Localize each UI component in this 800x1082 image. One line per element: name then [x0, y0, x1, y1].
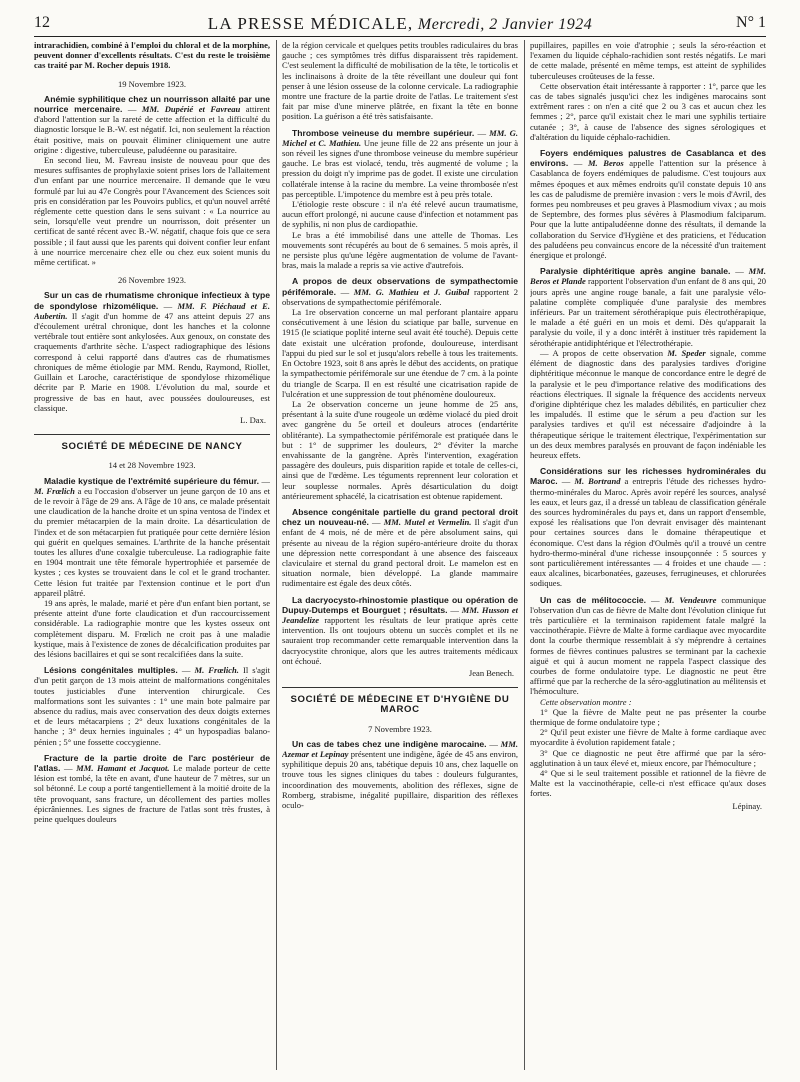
journal-name: LA PRESSE MÉDICALE, — [207, 14, 414, 33]
article-title: Paralysie diphtéritique après angine banale. — [540, 266, 731, 277]
list-item: 3° Que ce diagnostic ne peut être affirmé que par la séro-agglutination à un taux élevé et, mieux encore, par l'hémoculture ; — [530, 747, 766, 768]
list-item: 4° Que si le seul traitement possible et rationnel de la fièvre de Malte est la vaccinothérapie, celle-ci n'est efficace qu'aux doses fortes. — [530, 768, 766, 799]
article-title: Foyers endémiques palustres de Casablanca et des environs. — [530, 148, 766, 169]
paragraph: pupillaires, papilles en voie d'atrophie ; seuls la séro-réaction et l'examen du liquide céphalo-rachidien sont restés négatifs. Le mari de cette malade, présenté en même temps, est atteint de syphilides tuberculeuses croûteuses de la fesse. — [530, 40, 766, 81]
article-atlas: Fracture de la partie droite de l'arc postérieur de l'atlas. — MM. Hamant et Jacquot. Le malade porteur de cette lésion est tombé, la tête en avant, d'une hauteur de 7 mètres, sur un sol bétonné. Le coup a porté tangentiellement à la moitié droite de la tête provoquant, sans fracture, un décollement des parties molles épicrâniennes. Les signes de fracture de l'atlas sont très frustes, à peine quelques douleurs — [34, 752, 270, 825]
article-authors: MM. Beros et Plande — [530, 266, 766, 287]
paragraph: La 2e observation concerne un jeune homme de 25 ans, présentant à la suite d'une rougeole un œdème violacé du pied droit avec gangrène du 5e orteil et douleurs atroces (endartérite oblitérante). La sympathectomie périfémorale est pratiquée dans le but : 1° de supprimer les douleurs, 2° d'éviter la marche envahissante de la gangrène. Après l'intervention, exagération passagère des douleurs, puis disparition rapide et totale de celles-ci, ainsi que de l'œdème. Les téguments reprennent leur coloration et leur souplesse normales. Après désarticulation du doigt antérieurement sphacélé, la cicatrisation est obtenue rapidement. — [282, 398, 518, 501]
society-heading: SOCIÉTÉ DE MÉDECINE ET D'HYGIÈNE DU MAROC — [282, 687, 518, 715]
article-foyers: Foyers endémiques palustres de Casablanca et des environs. — M. Beros appelle l'attention sur la présence à Casablanca de foyers endémiques de paludisme. C'est toujours aux mêmes époques et aux mêmes endroits qu'il constate depuis 10 ans les cas de paludisme de première invasion : vers le mois d'Avril, des formes peu nombreuses et peu graves à Plasmodium vivax ; au mois de Septembre, des formes plus sévères à Plasmodium falciparum. Pour que la lutte antipaludéenne donne des résultats, il demande la collaboration du Service d'Hygiène et des praticiens, et l'éducation des paludéens peu convaincus encore de la nécessité d'un traitement énergique et prolongé. — [530, 148, 766, 261]
paragraph: intrarachidien, combiné à l'emploi du chloral et de la morphine, peuvent donner d'excellents résultats. C'est du reste le troisième cas traité par M. Rocher depuis 1918. — [34, 40, 270, 71]
signature: Jean Benech. — [468, 667, 514, 678]
article-melitococcie: Un cas de mélitococcie. — M. Vendeuvre communique l'observation d'un cas de fièvre de Malte dont l'évolution clinique fut très particulière et la terminaison rapidement fatale malgré la vaccinothérapie. Fièvre de Malte à forme cardiaque avec myocardite dont la courbe thermique ressemblait à s'y méprendre à certaines formes de fièvres continues palustres se terminant par la cachexie aiguë et qui à aucun moment ne rappela l'aspect classique des courbes de forme ondulatoire type. Le diagnostic ne peut être affirmé que par la recherche de la séro-agglutination au mélitensis et l'hémoculture. — [530, 594, 766, 697]
article-authors: M. Frœlich. — [194, 665, 239, 676]
paragraph: de la région cervicale et quelques petits troubles radiculaires du bras gauche ; ces symptômes très diffus disparaissent très rapidement. C'est seulement la difficulté de mobilisation de la tête, le torticolis et les inclinaisons à droite de la tête réveillant une douleur qui font penser à une lésion osseuse de la colonne cervicale. La radiographie montre une fracture de la partie droite de l'atlas. Le traitement s'est fait par mise d'une minerve plâtrée, en fixant la tête en bonne position. La guérison a été très satisfaisante. — [282, 40, 518, 122]
article-authors: MM. F. Piéchaud et E. Aubertin. — [34, 300, 270, 321]
issue-number: N° 1 — [736, 14, 766, 31]
article-title: Considérations sur les richesses hydrominérales du Maroc. — [530, 466, 766, 487]
column-3 — [530, 40, 766, 1070]
article-title: A propos de deux observations de sympathectomie périfémorale. — [282, 276, 518, 297]
column-2 — [282, 40, 518, 1070]
masthead — [34, 14, 766, 34]
article-authors: MM. Husson et Jeandelize — [282, 604, 518, 625]
article-authors: M. Frœlich — [34, 485, 75, 496]
signature: L. Dax. — [240, 414, 266, 425]
article-dacryocysto: La dacryocysto-rhinostomie plastique ou opération de Dupuy-Dutemps et Bourguet ; résultats. — MM. Husson et Jeandelize rapportent les résultats de leur pratique après cette intervention. Ils ont toujours obtenu un succès complet et ils ne sauraient trop recommander cette remarquable intervention dans la dacryocystite chronique, alors que les autres traitements médicaux ont échoué. — [282, 594, 518, 666]
article-lesions: Lésions congénitales multiples. — M. Frœlich. Il s'agit d'un petit garçon de 13 mois atteint de malformations congénitales toutes justiciables d'une intervention chirurgicale. Ces malformations sont les suivantes : 1° une main bote palmaire par absence du radius, mais avec conservation des deux doigts externes et de leurs métacarpiens ; 2° deux luxations congénitales de la hanche ; 3° deux hernies inguinales ; 4° un hypospadias balano-pénien ; 5° une fossette coccygienne. — [34, 665, 270, 747]
article-authors: MM. Azemar et Lepinay — [282, 738, 518, 759]
session-date: 19 Novembre 1923. — [117, 78, 187, 89]
article-thrombose: Thrombose veineuse du membre supérieur. — MM. G. Michel et C. Mathieu. Une jeune fille de 22 ans présente un jour à son réveil les signes d'une thrombose veineuse du membre supérieur gauche. Le bras est violacé, tendu, très augmenté de volume ; la pression du doigt n'y imprime pas de godet. Il existe une circulation collatérale intense à la racine du membre. La veine thrombosée n'est pas perceptible. L'impotence du membre est à peu près totale. — [282, 127, 518, 199]
paragraph: En second lieu, M. Favreau insiste de nouveau pour que des mesures suffisantes de prophylaxie soient prises lors de l'allaitement d'un enfant par une nourrice mercenaire. Il demande que le vœu formulé par lui au 47e Congrès pour l'Avancement des Sciences soit pris en considération par les Pouvoirs publics, et qu'un nouvel arrêté réglemente cette question dans le sens suivant : « La nourrice au sein, lorsqu'elle veut prendre un nourrisson, doit présenter un certificat de santé récent avec B.-W. négatif, chaque fois que ce sera possible ; il faut aussi que les parents qui doivent confier leur enfant à une nourrice mercenaire chez elle ou chez eux soient munis du même certificat. » — [34, 155, 270, 268]
page-number: 12 — [34, 14, 50, 31]
article-title: Un cas de tabes chez une indigène marocaine. — [292, 738, 487, 749]
article-anemie: Anémie syphilitique chez un nourrisson allaité par une nourrice mercenaire. — MM. Dupérié et Favreau attirent d'abord l'attention sur la rareté de cette affection et la difficulté du diagnostic lorsque le B.-W. est négatif. Ici, non seulement la réaction était positive, mais on pouvait éliminer cliniquement une autre origine : digestive, tuberculeuse, paludéenne ou parasitaire. — [34, 93, 270, 155]
session-date: 7 Novembre 1923. — [368, 723, 432, 734]
signature: Lépinay. — [732, 800, 762, 811]
article-rhumatisme: Sur un cas de rhumatisme chronique infectieux à type de spondylose rhizomélique. — MM. F. Piéchaud et E. Aubertin. Il s'agit d'un homme de 47 ans atteint depuis 27 ans d'écoulement urétral chronique, dont les hanches et la colonne vertébrale tout entière sont ankylosées. Aux genoux, on constate des craquements d'arthrite sèche. L'aspect radiographique des lésions correspond à celui rapporté dans d'autres cas de rhumatismes chroniques de même étiologie par MM. Rendu, Raymond, Riollet, Guillain et Laroche, caractéristique de spondylose rhizomélique décrite par P. Marie en 1908. L'évolution du mal, sourde et progressive de bas en haut, avec poussées douloureuses, est classique. — [34, 290, 270, 413]
article-title: Lésions congénitales multiples. — [44, 665, 178, 676]
paragraph: L'étiologie reste obscure : il n'a été relevé aucun traumatisme, aucun effort prolongé, ni aucune cause d'infection et notamment pas de syphilis, ni non plus de cardiopathie. — [282, 199, 518, 230]
article-kystique: Maladie kystique de l'extrémité supérieure du fémur. — M. Frœlich a eu l'occasion d'observer un jeune garçon de 10 ans et de le revoir à l'âge de 29 ans. A l'âge de 10 ans, ce malade présentait une claudication de la hanche droite et un spina ventosa de l'index et du premier métacarpien de la main droite. La désarticulation de l'index et de son métacarpien fut pratiquée pour cette dernière lésion qui guérit en quelques semaines. L'arthrite de la hanche présentait toutes les allures d'une coxalgie tuberculeuse. La radiographie faite en 1904 montrait une tête fémorale hypertrophiée et parsemée de kystes ; ces kystes se trouvaient dans le col et le grand trochanter. Cette lésion fut traitée par l'extension continue et le port d'un appareil plâtré. — [34, 475, 270, 598]
article-title: La dacryocysto-rhinostomie plastique ou opération de Dupuy-Dutemps et Bourguet ; résultats. — [282, 594, 518, 615]
article-title: Fracture de la partie droite de l'arc postérieur de l'atlas. — [34, 752, 270, 773]
list-item: 2° Qu'il peut exister une fièvre de Malte à forme cardiaque avec myocardite à évolution rapidement fatale ; — [530, 727, 766, 748]
article-title: Un cas de mélitococcie. — [540, 594, 647, 605]
article-authors: M. Bortrand — [574, 476, 621, 487]
paragraph: Cette observation était intéressante à rapporter : 1°, parce que les cas de tabes signalés jusqu'ici chez les indigènes marocains sont extrêment rares : on n'en a cité que 2 ou 3 cas et aucun chez les femmes ; 2°, parce qu'il existait chez le mari une syphilis tertiaire cutanée ; 3°, à cause de l'absence des signes sérologiques et d'altération du liquide céphalo-rachidien. — [530, 80, 766, 142]
column-divider — [276, 40, 277, 1070]
article-hydrominerales: Considérations sur les richesses hydrominérales du Maroc. — M. Bortrand a entrepris l'étude des richesses hydro-thermo-minérales du Maroc. Après avoir repéré les sources, analysé les eaux, et leurs gaz, il a dressé un tableau de classification générale des sources hydrominérales du pays et, dans un rapport d'ensemble, exposé les réalisations que l'on devrait envisager dès maintenant pour certaines sources dans le domaine thérapeutique et économique. C'est dans la région d'Oulmès qu'il a trouvé un centre hydro-thermo-minéral d'une richesse insoupçonnée : 5 sources y sont particulièrement intéressantes — 4 froides et une chaude — : eaux alcalines, bicarbonatées, gazeuses, ferrugineuses, et chlorurées sodiques. — [530, 466, 766, 589]
article-pectoral: Absence congénitale partielle du grand pectoral droit chez un nouveau-né. — MM. Mutel et Vermelin. Il s'agit d'un enfant de 4 mois, né de mère et de père absolument sains, qui présente au niveau de la région supéro-antérieure droite du thorax une dépression nette correspondant à une absence des faisceaux claviculaire et sternal du grand pectoral droit. Le mamelon est en situation normale, bien développé. La glande mammaire rudimentaire est égale des deux côtés. — [282, 506, 518, 589]
article-sympathectomie: A propos de deux observations de sympathectomie périfémorale. — MM. G. Mathieu et J. Guibal rapportent 2 observations de sympathectomie périfémorale. — [282, 276, 518, 307]
list-item: 1° Que la fièvre de Malte peut ne pas présenter la courbe thermique de forme ondulatoire type ; — [530, 706, 766, 727]
article-authors: MM. Hamant et Jacquot. — [76, 763, 170, 773]
session-date: 26 Novembre 1923. — [117, 275, 187, 286]
article-paralysie: Paralysie diphtéritique après angine banale. — MM. Beros et Plande rapportent l'observation d'un enfant de 8 ans qui, 20 jours après une angine rouge banale, a fait une paralysie vélo-palatine complète compliquée d'une paralysie des membres inférieurs. Par un traitement sérothérapique puis électrothérapique, le malade a été guéri en un mois et demi. Dès qu'apparait la paralysie du voile, il y a donc intérêt à instituer très rapidement la sérothérapie antidiphtérique et l'électrothérapie. — [530, 266, 766, 348]
page-header — [34, 14, 766, 37]
paragraph: Cette observation montre : — [540, 696, 632, 707]
article-authors: M. Speder — [667, 347, 706, 358]
article-title: Thrombose veineuse du membre supérieur. — [292, 127, 475, 138]
article-authors: M. Beros — [587, 158, 624, 169]
paragraph: — A propos de cette observation M. Speder signale, comme élément de diagnostic dans des paralysies tardives d'origine diphtéritique méconnue le manque de concordance entre le degré de la paralysie et le peu d'importance relative des modifications des réactions électriques. Il signale la fréquence des accidents nerveux d'origine diphtérique chez les malades débilités, en particulier chez les impaludés. Il estime que le sérum a peu d'action sur les paralysies tardives et qu'il est nécessaire d'adjoindre à la thérapeutique sérique le traitement électrique, l'expérimentation sur un des deux membres paralysés en prouvant de façon indéniable les heureux effets. — [530, 347, 766, 460]
article-authors: MM. Dupérié et Favreau — [141, 104, 241, 115]
society-heading: SOCIÉTÉ DE MÉDECINE DE NANCY — [34, 434, 270, 452]
article-authors: MM. Mutel et Vermelin. — [383, 517, 472, 528]
paragraph: La 1re observation concerne un mal perforant plantaire apparu consécutivement à une lésion du sciatique par balle, survenue en 1915 (le sciatique poplité interne seul avait été touché). Depuis cette date existait une ulcération profonde, douloureuse, interdisant l'appui du pied sur le sol et jusqu'alors rebelle à tous les traitements. En Octobre 1923, soit 8 ans après le début des accidents, on pratique la sympathectomie périfémorale sur une étendue de 7 cm. à la pointe du triangle de Scarpa. Il en est résulté une cicatrisation rapide de l'ulcération et une suppression de tout phénomène douloureux. — [282, 307, 518, 399]
session-date: 14 et 28 Novembre 1923. — [108, 460, 196, 471]
article-authors: M. Vendeuvre — [664, 594, 717, 605]
paragraph: Le bras a été immobilisé dans une attelle de Thomas. Les mouvements sont récupérés au bout de 6 semaines. 5 mois après, il ne persiste plus qu'une légère augmentation de volume de l'avant-bras, mais la malade a repris sa vie active d'autrefois. — [282, 229, 518, 271]
article-authors: MM. G. Mathieu et J. Guibal — [353, 286, 470, 297]
paragraph: 19 ans après, le malade, marié et père d'un enfant bien portant, se présente atteint d'une forte claudication et d'un raccourcissement considérable. La radiographie montre que les kystes osseux ont complètement disparu. M. Frœlich ne croit pas à une maladie kystique, mais à l'existence de zones de décalcification produites par des lésions bacillaires et qui se sont recalcifiées dans la suite. — [34, 597, 270, 659]
article-title: Anémie syphilitique chez un nourrisson allaité par une nourrice mercenaire. — [34, 93, 270, 115]
article-tabes: Un cas de tabes chez une indigène marocaine. — MM. Azemar et Lepinay présentent une indigène, âgée de 45 ans environ, syphilitique depuis 20 ans, tabétique depuis 10 ans, chez laquelle on trouve tous les signes cliniques du tabes : douleurs fulgurantes, incoordination des mouvements, abolition des réflexes, signe de Romberg, strabisme, inégalité pupillaire, disparition des réflexes oculo- — [282, 738, 518, 811]
issue-date: Mercredi, 2 Janvier 1924 — [417, 16, 593, 33]
article-title: Sur un cas de rhumatisme chronique infectieux à type de spondylose rhizomélique. — [34, 290, 270, 311]
column-divider — [524, 40, 525, 1070]
article-title: Maladie kystique de l'extrémité supérieure du fémur. — [44, 475, 260, 486]
article-title: Absence congénitale partielle du grand pectoral droit chez un nouveau-né. — [282, 506, 518, 528]
column-1 — [34, 40, 270, 1070]
article-authors: MM. G. Michel et C. Mathieu. — [282, 127, 518, 148]
